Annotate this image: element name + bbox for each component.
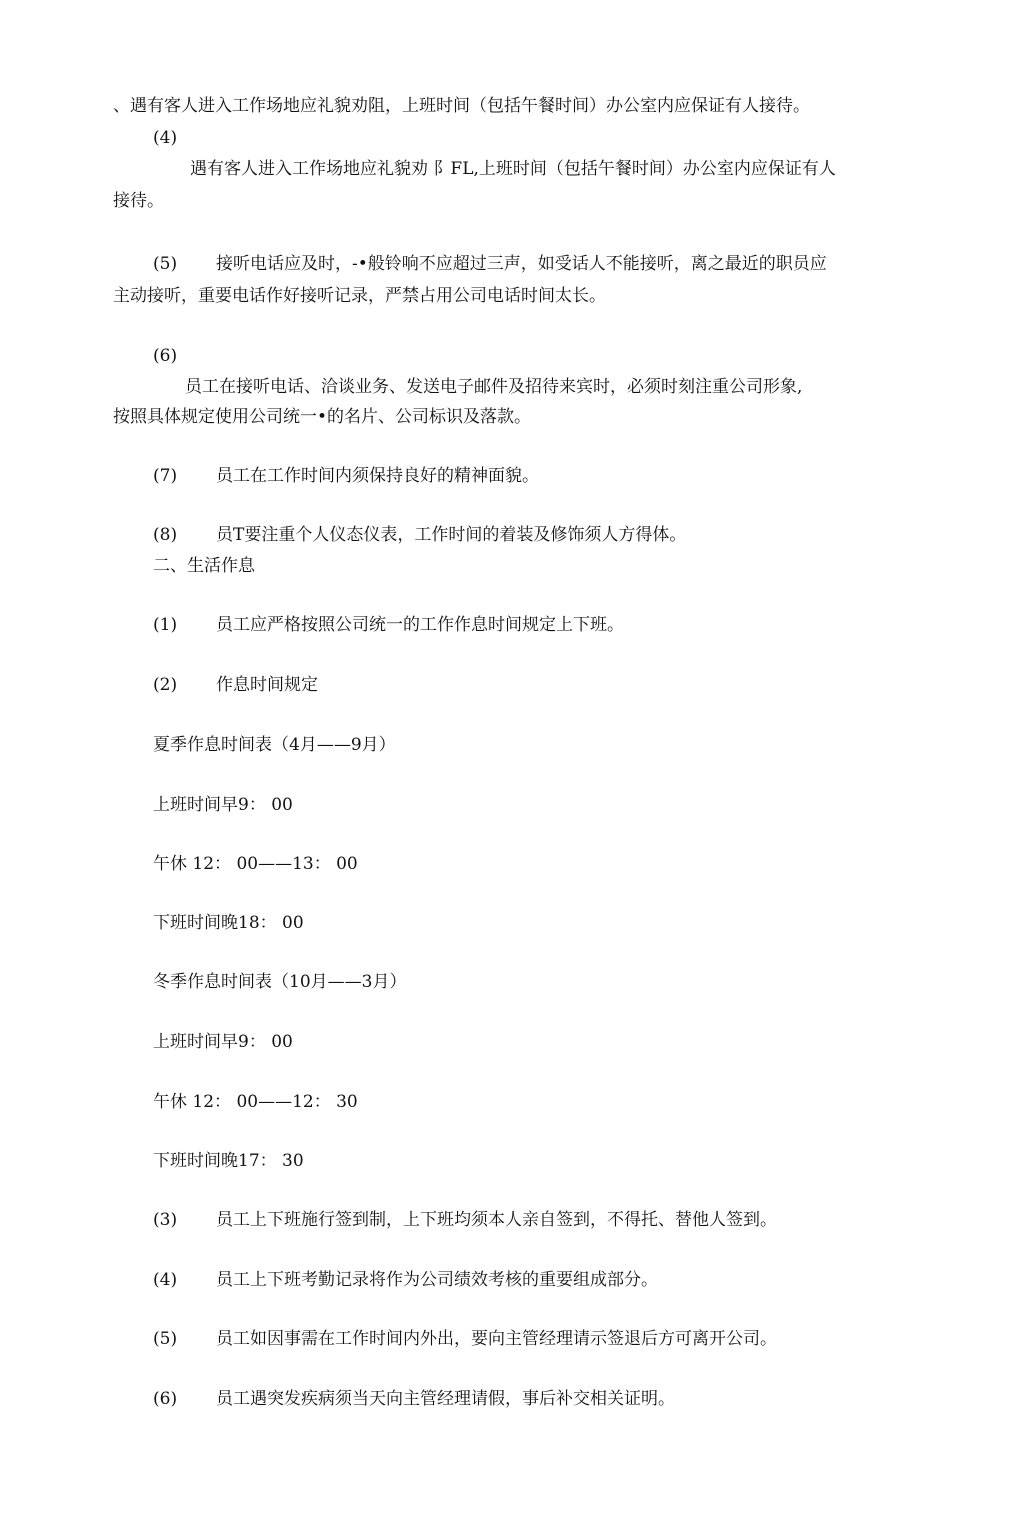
paragraph-line: 作息时间规定 — [216, 675, 318, 695]
paragraph-line: 接待。 — [113, 191, 164, 211]
schedule-end-summer: 下班时间晚18： 00 — [153, 913, 304, 933]
schedule-title-summer: 夏季作息时间表（4月——9月） — [153, 735, 396, 755]
paragraph-line: 员工上下班施行签到制，上下班均须本人亲自签到，不得托、替他人签到。 — [216, 1210, 777, 1230]
paragraph-line: 接听电话应及时，-•般铃响不应超过三声，如受话人不能接听，离之最近的职员应 — [216, 254, 827, 274]
item-number: (4) — [153, 1270, 178, 1290]
item-number: (2) — [153, 675, 178, 695]
item-number: (8) — [153, 525, 178, 545]
paragraph-line: 员工上下班考勤记录将作为公司绩效考核的重要组成部分。 — [216, 1270, 658, 1290]
item-number: (5) — [153, 254, 178, 274]
paragraph-line: 主动接听，重要电话作好接听记录，严禁占用公司电话时间太长。 — [113, 286, 606, 306]
schedule-start-winter: 上班时间早9： 00 — [153, 1032, 293, 1052]
item-number: (6) — [153, 346, 178, 366]
paragraph-line: 员工遇突发疾病须当天向主管经理请假，事后补交相关证明。 — [216, 1389, 675, 1409]
schedule-end-winter: 下班时间晚17： 30 — [153, 1151, 304, 1171]
schedule-title-winter: 冬季作息时间表（10月——3月） — [153, 972, 407, 992]
section-heading: 二、生活作息 — [153, 556, 255, 576]
item-number: (4) — [153, 128, 178, 148]
paragraph-line: 员工如因事需在工作时间内外出，要向主管经理请示签退后方可离开公司。 — [216, 1329, 777, 1349]
paragraph-line: 遇有客人进入工作场地应礼貌劝 阝FL,上班时间（包括午餐时间）办公室内应保证有人 — [190, 159, 836, 179]
item-number: (6) — [153, 1389, 178, 1409]
paragraph-line: 员T要注重个人仪态仪表，工作时间的着装及修饰须人方得体。 — [216, 525, 687, 545]
item-number: (5) — [153, 1329, 178, 1349]
paragraph-line: 员工在接听电话、洽谈业务、发送电子邮件及招待来宾时，必须时刻注重公司形象, — [185, 377, 803, 397]
schedule-lunch-summer: 午休 12： 00——13： 00 — [153, 854, 358, 874]
paragraph-line: 员工在工作时间内须保持良好的精神面貌。 — [216, 466, 539, 486]
item-number: (3) — [153, 1210, 178, 1230]
schedule-lunch-winter: 午休 12： 00——12： 30 — [153, 1092, 358, 1112]
paragraph-line: 员工应严格按照公司统一的工作作息时间规定上下班。 — [216, 615, 624, 635]
paragraph-line: 按照具体规定使用公司统一•的名片、公司标识及落款。 — [113, 407, 532, 427]
item-number: (1) — [153, 615, 178, 635]
item-number: (7) — [153, 466, 178, 486]
paragraph-lead-line: 、遇有客人进入工作场地应礼貌劝阻，上班时间（包括午餐时间）办公室内应保证有人接待。 — [113, 96, 810, 116]
schedule-start-summer: 上班时间早9： 00 — [153, 795, 293, 815]
